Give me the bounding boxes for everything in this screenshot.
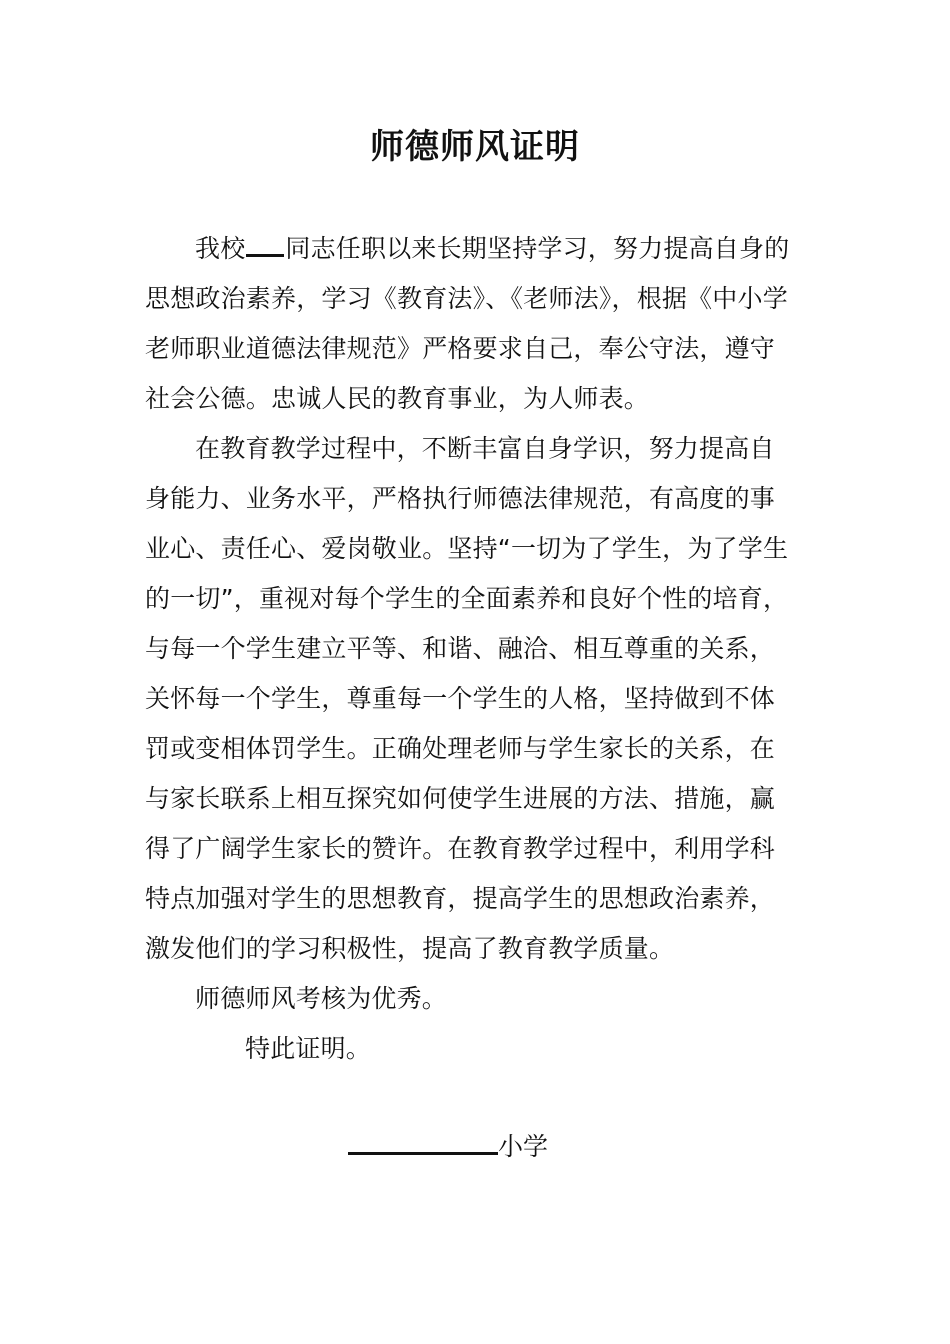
signature-block	[348, 1122, 548, 1172]
closing-line: 特此证明。	[245, 1034, 372, 1063]
evaluation-line: 师德师风考核为优秀。	[195, 984, 448, 1013]
intro-text: 同志任职以来长期坚持学习，努力提高自身的思想政治素养，学习《教育法》、《老师法》，根据《中小学老师职业道德法律规范》严格要求自己，奉公守法，遵守社会公德。忠诚人民的教育事业，为人师表。	[145, 234, 790, 413]
paragraph-intro	[145, 224, 795, 424]
intro-prefix: 我校	[195, 234, 246, 263]
school-name-blank-line	[348, 1126, 498, 1155]
paragraph-teaching: 在教育教学过程中，不断丰富自身学识，努力提高自身能力、业务水平，严格执行师德法律规范，有高度的事业心、责任心、爱岗敬业。坚持“一切为了学生，为了学生的一切”，重视对每个学生的全面素养和良好个性的培育，与每一个学生建立平等、和谐、融洽、相互尊重的关系，关怀每一个学生，尊重每一个学生的人格，坚持做到不体罚或变相体罚学生。正确处理老师与学生家长的关系，在与家长联系上相互探究如何使学生进展的方法、措施，赢得了广阔学生家长的赞许。在教育教学过程中，利用学科特点加强对学生的思想教育，提高学生的思想政治素养，激发他们的学习积极性，提高了教育教学质量。	[145, 434, 789, 963]
document-title: 师德师风证明	[370, 127, 580, 167]
document-body	[145, 224, 795, 1074]
school-suffix: 小学	[498, 1132, 549, 1161]
name-blank-line	[246, 228, 284, 257]
